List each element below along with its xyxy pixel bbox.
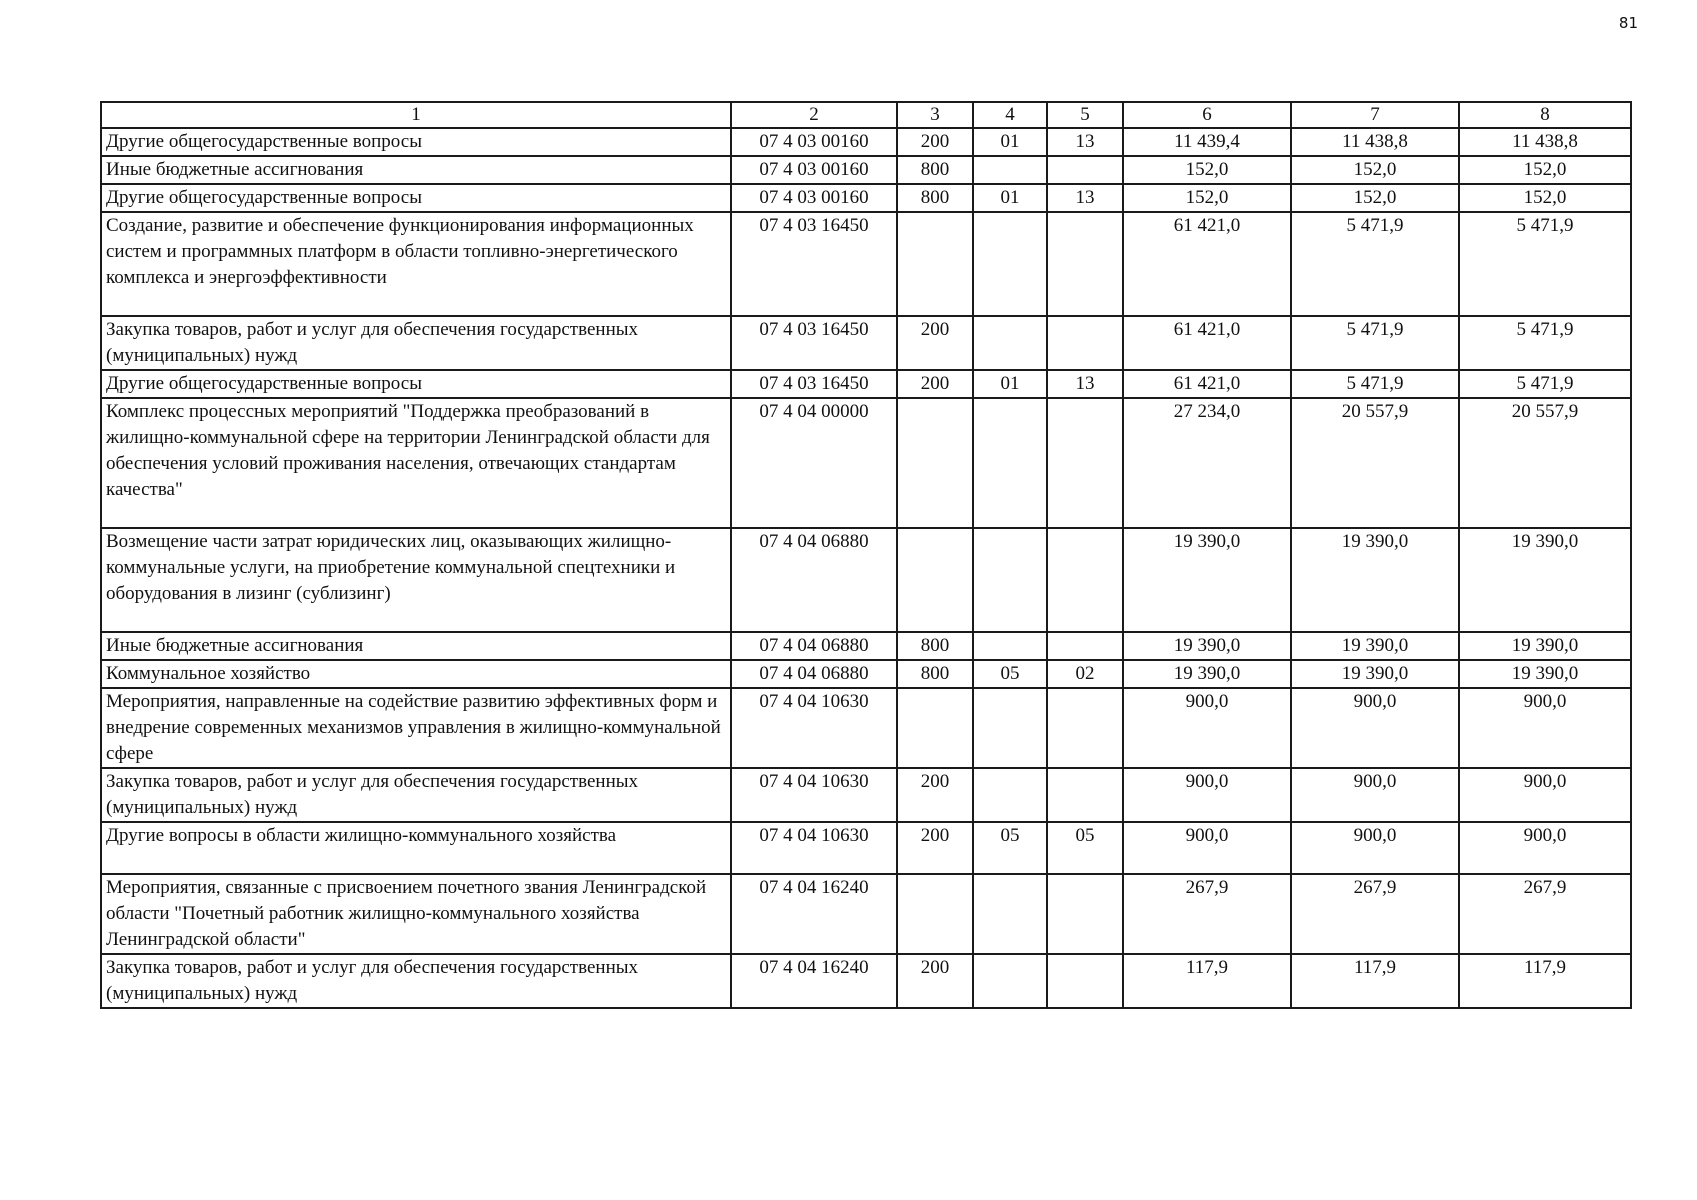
header-cell: 1 bbox=[101, 102, 731, 128]
header-cell: 2 bbox=[731, 102, 897, 128]
table-row bbox=[101, 528, 1631, 632]
row-expense-type-cell: 800 bbox=[897, 632, 973, 660]
row-value-8-cell: 5 471,9 bbox=[1459, 212, 1631, 316]
row-value-6-cell: 19 390,0 bbox=[1123, 528, 1291, 632]
table-row bbox=[101, 184, 1631, 212]
row-code-cell: 07 4 04 06880 bbox=[731, 528, 897, 632]
row-name-cell: Возмещение части затрат юридических лиц, оказывающих жилищно-коммунальные услуги, на приобретение коммунальной спецтехники и оборудования в лизинг (сублизинг) bbox=[101, 528, 731, 632]
row-value-6-cell: 900,0 bbox=[1123, 768, 1291, 822]
row-value-7-cell: 5 471,9 bbox=[1291, 212, 1459, 316]
row-subsection-cell bbox=[1047, 954, 1123, 1008]
row-value-6-cell: 267,9 bbox=[1123, 874, 1291, 954]
row-subsection-cell: 05 bbox=[1047, 822, 1123, 874]
row-value-6-cell: 900,0 bbox=[1123, 822, 1291, 874]
header-cell: 6 bbox=[1123, 102, 1291, 128]
row-subsection-cell: 13 bbox=[1047, 184, 1123, 212]
row-name-cell: Другие общегосударственные вопросы bbox=[101, 128, 731, 156]
row-name-cell: Другие вопросы в области жилищно-коммунального хозяйства bbox=[101, 822, 731, 874]
row-value-6-cell: 11 439,4 bbox=[1123, 128, 1291, 156]
row-code-cell: 07 4 04 06880 bbox=[731, 660, 897, 688]
header-cell: 8 bbox=[1459, 102, 1631, 128]
row-section-cell bbox=[973, 316, 1047, 370]
row-name-cell: Другие общегосударственные вопросы bbox=[101, 370, 731, 398]
row-value-8-cell: 900,0 bbox=[1459, 768, 1631, 822]
table-row bbox=[101, 822, 1631, 874]
row-value-6-cell: 19 390,0 bbox=[1123, 660, 1291, 688]
row-code-cell: 07 4 03 16450 bbox=[731, 316, 897, 370]
row-expense-type-cell bbox=[897, 874, 973, 954]
row-expense-type-cell: 800 bbox=[897, 660, 973, 688]
row-section-cell bbox=[973, 212, 1047, 316]
row-value-6-cell: 900,0 bbox=[1123, 688, 1291, 768]
table-row bbox=[101, 660, 1631, 688]
row-value-7-cell: 19 390,0 bbox=[1291, 632, 1459, 660]
row-value-8-cell: 900,0 bbox=[1459, 688, 1631, 768]
row-value-6-cell: 61 421,0 bbox=[1123, 212, 1291, 316]
row-code-cell: 07 4 03 00160 bbox=[731, 156, 897, 184]
row-name-cell: Создание, развитие и обеспечение функционирования информационных систем и программных платформ в области топливно-энергетического комплекса и энергоэффективности bbox=[101, 212, 731, 316]
row-section-cell: 01 bbox=[973, 370, 1047, 398]
row-subsection-cell bbox=[1047, 212, 1123, 316]
row-name-cell: Закупка товаров, работ и услуг для обеспечения государственных (муниципальных) нужд bbox=[101, 768, 731, 822]
header-cell: 4 bbox=[973, 102, 1047, 128]
row-value-7-cell: 5 471,9 bbox=[1291, 370, 1459, 398]
row-code-cell: 07 4 04 16240 bbox=[731, 874, 897, 954]
row-value-6-cell: 152,0 bbox=[1123, 156, 1291, 184]
row-value-7-cell: 900,0 bbox=[1291, 688, 1459, 768]
table-row bbox=[101, 398, 1631, 528]
row-expense-type-cell: 800 bbox=[897, 156, 973, 184]
row-name-cell: Закупка товаров, работ и услуг для обеспечения государственных (муниципальных) нужд bbox=[101, 316, 731, 370]
row-code-cell: 07 4 03 16450 bbox=[731, 370, 897, 398]
row-section-cell bbox=[973, 768, 1047, 822]
row-expense-type-cell: 200 bbox=[897, 768, 973, 822]
row-value-8-cell: 19 390,0 bbox=[1459, 528, 1631, 632]
row-code-cell: 07 4 04 16240 bbox=[731, 954, 897, 1008]
row-value-8-cell: 267,9 bbox=[1459, 874, 1631, 954]
table-row bbox=[101, 156, 1631, 184]
row-code-cell: 07 4 03 00160 bbox=[731, 184, 897, 212]
row-section-cell bbox=[973, 398, 1047, 528]
row-subsection-cell: 02 bbox=[1047, 660, 1123, 688]
header-cell: 5 bbox=[1047, 102, 1123, 128]
row-value-6-cell: 27 234,0 bbox=[1123, 398, 1291, 528]
page-number: 81 bbox=[1618, 14, 1638, 32]
row-expense-type-cell: 800 bbox=[897, 184, 973, 212]
row-expense-type-cell: 200 bbox=[897, 316, 973, 370]
row-expense-type-cell bbox=[897, 528, 973, 632]
row-code-cell: 07 4 03 16450 bbox=[731, 212, 897, 316]
table-row bbox=[101, 874, 1631, 954]
row-value-6-cell: 19 390,0 bbox=[1123, 632, 1291, 660]
row-section-cell: 05 bbox=[973, 660, 1047, 688]
table-header-row bbox=[101, 102, 1631, 128]
row-section-cell bbox=[973, 528, 1047, 632]
row-value-6-cell: 61 421,0 bbox=[1123, 316, 1291, 370]
row-name-cell: Коммунальное хозяйство bbox=[101, 660, 731, 688]
table-row bbox=[101, 370, 1631, 398]
row-section-cell: 05 bbox=[973, 822, 1047, 874]
header-cell: 3 bbox=[897, 102, 973, 128]
row-expense-type-cell: 200 bbox=[897, 822, 973, 874]
table-row bbox=[101, 128, 1631, 156]
row-section-cell bbox=[973, 688, 1047, 768]
row-expense-type-cell bbox=[897, 688, 973, 768]
row-value-7-cell: 152,0 bbox=[1291, 184, 1459, 212]
row-value-7-cell: 19 390,0 bbox=[1291, 528, 1459, 632]
row-name-cell: Иные бюджетные ассигнования bbox=[101, 632, 731, 660]
row-value-6-cell: 152,0 bbox=[1123, 184, 1291, 212]
row-value-7-cell: 5 471,9 bbox=[1291, 316, 1459, 370]
row-code-cell: 07 4 03 00160 bbox=[731, 128, 897, 156]
row-section-cell bbox=[973, 156, 1047, 184]
row-value-8-cell: 152,0 bbox=[1459, 184, 1631, 212]
table-row bbox=[101, 316, 1631, 370]
row-subsection-cell: 13 bbox=[1047, 370, 1123, 398]
row-value-7-cell: 900,0 bbox=[1291, 768, 1459, 822]
table-row bbox=[101, 212, 1631, 316]
row-name-cell: Мероприятия, направленные на содействие развитию эффективных форм и внедрение современных механизмов управления в жилищно-коммунальной сфере bbox=[101, 688, 731, 768]
row-subsection-cell bbox=[1047, 688, 1123, 768]
row-value-8-cell: 19 390,0 bbox=[1459, 632, 1631, 660]
row-code-cell: 07 4 04 10630 bbox=[731, 768, 897, 822]
row-value-6-cell: 61 421,0 bbox=[1123, 370, 1291, 398]
row-value-8-cell: 11 438,8 bbox=[1459, 128, 1631, 156]
row-code-cell: 07 4 04 10630 bbox=[731, 688, 897, 768]
row-section-cell: 01 bbox=[973, 184, 1047, 212]
row-value-7-cell: 117,9 bbox=[1291, 954, 1459, 1008]
row-subsection-cell bbox=[1047, 874, 1123, 954]
row-value-7-cell: 267,9 bbox=[1291, 874, 1459, 954]
row-expense-type-cell bbox=[897, 212, 973, 316]
row-value-8-cell: 117,9 bbox=[1459, 954, 1631, 1008]
row-value-7-cell: 11 438,8 bbox=[1291, 128, 1459, 156]
row-value-8-cell: 19 390,0 bbox=[1459, 660, 1631, 688]
budget-table bbox=[100, 101, 1632, 1009]
row-value-6-cell: 117,9 bbox=[1123, 954, 1291, 1008]
row-subsection-cell bbox=[1047, 156, 1123, 184]
row-expense-type-cell: 200 bbox=[897, 128, 973, 156]
row-name-cell: Иные бюджетные ассигнования bbox=[101, 156, 731, 184]
row-name-cell: Комплекс процессных мероприятий "Поддержка преобразований в жилищно-коммунальной сфере на территории Ленинградской области для обеспечения условий проживания населения, отвечающих стандартам качества" bbox=[101, 398, 731, 528]
row-section-cell bbox=[973, 954, 1047, 1008]
row-subsection-cell bbox=[1047, 768, 1123, 822]
row-value-8-cell: 152,0 bbox=[1459, 156, 1631, 184]
row-subsection-cell bbox=[1047, 528, 1123, 632]
table-row bbox=[101, 768, 1631, 822]
row-expense-type-cell bbox=[897, 398, 973, 528]
row-name-cell: Другие общегосударственные вопросы bbox=[101, 184, 731, 212]
row-code-cell: 07 4 04 10630 bbox=[731, 822, 897, 874]
table-row bbox=[101, 688, 1631, 768]
row-value-8-cell: 20 557,9 bbox=[1459, 398, 1631, 528]
row-name-cell: Закупка товаров, работ и услуг для обеспечения государственных (муниципальных) нужд bbox=[101, 954, 731, 1008]
row-section-cell: 01 bbox=[973, 128, 1047, 156]
row-code-cell: 07 4 04 06880 bbox=[731, 632, 897, 660]
table-row bbox=[101, 632, 1631, 660]
row-expense-type-cell: 200 bbox=[897, 370, 973, 398]
row-value-8-cell: 5 471,9 bbox=[1459, 370, 1631, 398]
row-code-cell: 07 4 04 00000 bbox=[731, 398, 897, 528]
row-name-cell: Мероприятия, связанные с присвоением почетного звания Ленинградской области "Почетный работник жилищно-коммунального хозяйства Ленинградской области" bbox=[101, 874, 731, 954]
row-expense-type-cell: 200 bbox=[897, 954, 973, 1008]
row-value-7-cell: 900,0 bbox=[1291, 822, 1459, 874]
row-value-8-cell: 5 471,9 bbox=[1459, 316, 1631, 370]
header-cell: 7 bbox=[1291, 102, 1459, 128]
row-value-8-cell: 900,0 bbox=[1459, 822, 1631, 874]
row-subsection-cell bbox=[1047, 316, 1123, 370]
table-row bbox=[101, 954, 1631, 1008]
row-section-cell bbox=[973, 874, 1047, 954]
row-subsection-cell bbox=[1047, 398, 1123, 528]
row-section-cell bbox=[973, 632, 1047, 660]
row-subsection-cell bbox=[1047, 632, 1123, 660]
row-subsection-cell: 13 bbox=[1047, 128, 1123, 156]
row-value-7-cell: 19 390,0 bbox=[1291, 660, 1459, 688]
row-value-7-cell: 152,0 bbox=[1291, 156, 1459, 184]
row-value-7-cell: 20 557,9 bbox=[1291, 398, 1459, 528]
